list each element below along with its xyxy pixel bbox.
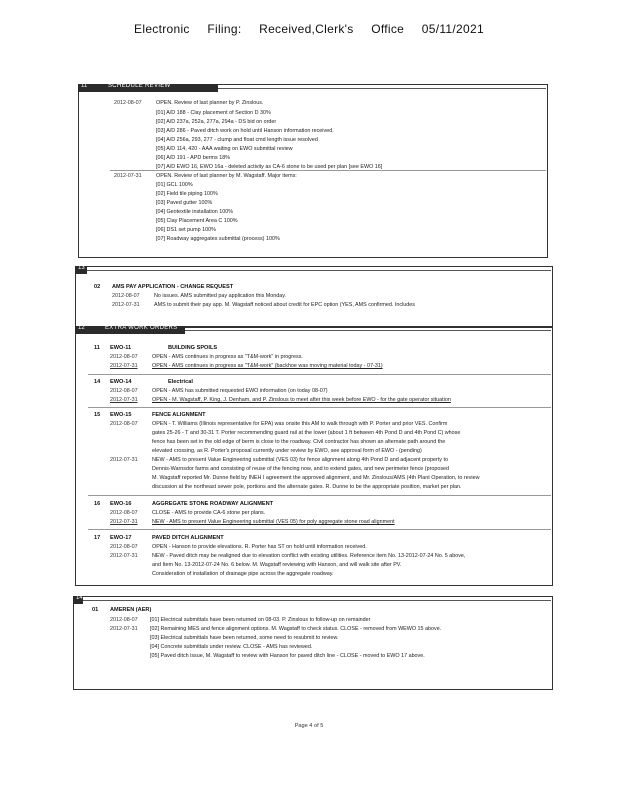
- schedule-date-1: 2012-08-07: [114, 100, 142, 106]
- ameren-header-bar: 14: [73, 596, 83, 604]
- ewo-11-id: EWO-11: [110, 345, 132, 351]
- filing-stamp: Electronic Filing: Received,Clerk's Office 05/11/2021: [134, 22, 484, 36]
- ewo-16-title: AGGREGATE STONE ROADWAY ALIGNMENT: [152, 501, 274, 507]
- pay-application-title: AMS PAY APPLICATION - CHANGE REQUEST: [112, 284, 234, 290]
- ameren-title: AMEREN (AER): [110, 607, 152, 613]
- ewo-16-id: EWO-16: [110, 501, 132, 507]
- ewo-15-id: EWO-15: [110, 412, 132, 418]
- page-number: Page 4 of 5: [294, 723, 324, 729]
- ewo-17-id: EWO-17: [110, 535, 132, 541]
- ewo-17-title: PAVED DITCH ALIGNMENT: [152, 535, 224, 541]
- ewo-14-id: EWO-14: [110, 379, 132, 385]
- pay-application-item-number: 02: [94, 284, 101, 290]
- schedule-section: [78, 84, 548, 258]
- schedule-header-bar: [78, 84, 218, 92]
- ewo-11-title: BUILDING SPOILS: [168, 345, 218, 351]
- document-page: Electronic Filing: Received,Clerk's Office 05/11/2021 11 SCHEDULE REVIEW 2012-08-07 OPEN. Review of last planner by P. Zinslous. [01] A/D 188 - Clay placement of Section D 30% [02] A/D 237a, 252a, 277a, 294a - DS bid on order [03] A/D 286 - Paved ditch work on hold until Hanson information received. [04] A/D 256a, 293, 277 - clump and float cmd length issue resolved [05] A/D 114, 420 - AAA waiting on EWO submittal review [06] A/D 191 - APD berms 18% [07] A/D EWO 16, EWO 16a - deleted activity as CA-6 stone to be used per plan [see EWO 16] 2012-07-31 OPEN. Review of last planner by M. Wagstaff. Major items: [01] GCL 100% [02] Field tile piping 100% [03] Paved gutter 100% [04] Geotextile installation 100% [05] Clay Placement Area C 100% [06] DS1 set pump 100% [07] Roadway aggregates submittal (process) 100% 13 02 AMS PAY APPLICATION - CHANGE REQUEST 2012-08-07 No issues. AMS submitted pay application this Monday. 2012-07-31 AMS to submit their pay app. M. Wagstaff noticed about credit for EPC option (YES, AMS confirmed. Includes 12 EXTRA WORK ORDERS 11 EWO-11 BUILDING SPOILS 2012-08-07 OPEN - AMS continues in progress as "T&M-work" in progress. 2012-07-31 OPEN - AMS continues in progress as "T&M-work" (backhoe was moving material today - 07-31) 14 EWO-14 Electrical 2012-08-07 OPEN - AMS has submitted requested EWO information (on today 08-07) 2012-07-31 OPEN - M. Wagstaff, P. King, J. Denham, and P. Zinslous to meet after this week before EWO - for the gate operator situation 15 EWO-15 FENCE ALIGNMENT 2012-08-07 OPEN - T. Williams (Illinois representative for EPA) was onsite this AM to walk through with P. Porter and prior VES. Confirm gates 25-26 - T and 30-31 T. Porter recommending guard rail at the lower (about 1 ft between 4th Pond D and 4th Pond C) whose fence has been set in the old edge of berm is close to the roadway. Civil contractor has shown an alternate path around the elevated crossing, as R. Porter's proposal currently under review by EWO, see approval form of EWO - (pending) 2012-07-31 NEW - AMS to present Value Engineering submittal (VES 03) for fence alignment along 4th Pond D and adjacent property to Dennis-Warnsdor farms and consisting of reuse of the fencing now, and to extend gates, and new perimeter fence (proposed M. Wagstaff reported Mr. Dunne field by INEH I agreement the approved alignment, and Mr. Zinslous/AMS (4th Plant Operation, to review discussion at the northeast sewer pole, portions and the alternate gates. R. Dunne to be the appropriate position, market per plan. 16 EWO-16 AGGREGATE STONE ROADWAY ALIGNMENT 2012-08-07 CLOSE - AMS to provide CA-6 stone per plans. 2012-07-31 NEW - AMS to present Value Engineering submittal (VES 05) for poly aggregate stone road alignment 17 EWO-17 PAVED DITCH ALIGNMENT 2012-08-07 OPEN - Hanson to provide elevations. R. Porter has ST on hold until information received. 2012-07-31 NEW - Paved ditch may be realigned due to elevation conflict with existing utilities. Reference item No. 13-2012-07-24 No. 5 above, and Item No. 13-2012-07-24 No. 6 below. M. Wagstaff reviewing with Hanson, and will walk site after PV. Consideration of installation of drainage pipe across the aggregate roadway. 14 01 AMEREN (AER) 2012-08-07 [01] Electrical submittals have been returned on 08-03. P. Zinslous to follow-up on remainder 2012-07-31 [02] Remaining MES and fence alignment options. M. Wagstaff to check status. CLOSE - removed from WEWO 15 above. [03] Electrical submittals have been returned, some need to resubmit to review. [04] Concrete submittals under review. CLOSE - AMS has reviewed. [05] Paved ditch issue, M. Wagstaff to review with Hanson for paved ditch line - CLOSE - moved to EWO 17 above. Page 4 of 5: [0, 0, 618, 800]
- pay-application-section: [75, 266, 553, 328]
- pay-application-header-bar: 13: [75, 266, 87, 274]
- ewo-15-title: FENCE ALIGNMENT: [152, 412, 206, 418]
- extra-work-header-bar: 12 EXTRA WORK ORDERS: [75, 326, 185, 334]
- ewo-14-title: Electrical: [168, 379, 193, 385]
- schedule-date-2: 2012-07-31: [114, 173, 142, 179]
- schedule-section-title: SCHEDULE REVIEW: [108, 83, 171, 89]
- schedule-section-number: 11: [81, 83, 88, 89]
- schedule-entry-1-head: OPEN. Review of last planner by P. Zinslous.: [156, 100, 264, 106]
- schedule-entry-2-head: OPEN. Review of last planner by M. Wagstaff. Major items:: [156, 173, 297, 179]
